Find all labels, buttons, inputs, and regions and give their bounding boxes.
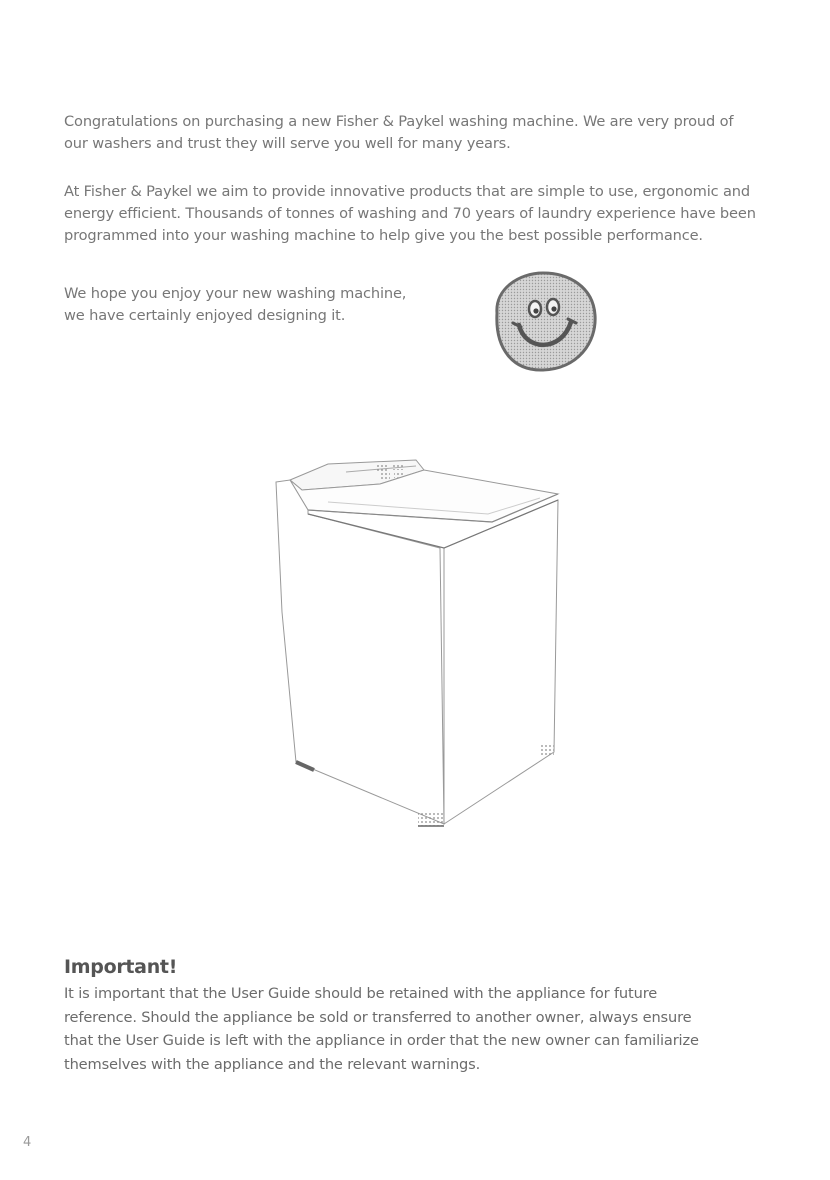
text-line: that the User Guide is left with the appliance in order that the new owner can familiarize (64, 1032, 699, 1049)
text-line: It is important that the User Guide should be retained with the appliance for future (64, 985, 658, 1002)
text-line: Congratulations on purchasing a new Fisher & Paykel washing machine. We are very proud of (64, 113, 734, 130)
aim-paragraph (64, 181, 756, 247)
text-line: energy efficient. Thousands of tonnes of washing and 70 years of laundry experience have been (64, 205, 756, 222)
text-line: we have certainly enjoyed designing it. (64, 307, 346, 324)
important-heading: Important! (64, 956, 178, 978)
important-paragraph (64, 982, 699, 1076)
text-line: reference. Should the appliance be sold or transferred to another owner, always ensure (64, 1008, 692, 1026)
congratulations-paragraph (64, 111, 733, 155)
text-line: our washers and trust they will serve you well for many years. (64, 135, 511, 152)
washing-machine-illustration (268, 452, 568, 837)
page-number: 4 (23, 1135, 32, 1150)
text-line: programmed into your washing machine to help give you the best possible performance. (64, 227, 703, 244)
hope-paragraph (64, 283, 406, 327)
text-line: We hope you enjoy your new washing machine, (64, 285, 407, 302)
text-line: themselves with the appliance and the relevant warnings. (64, 1055, 481, 1073)
smiley-face-icon (483, 267, 603, 375)
text-line: At Fisher & Paykel we aim to provide innovative products that are simple to use, ergonomic and (64, 183, 750, 200)
